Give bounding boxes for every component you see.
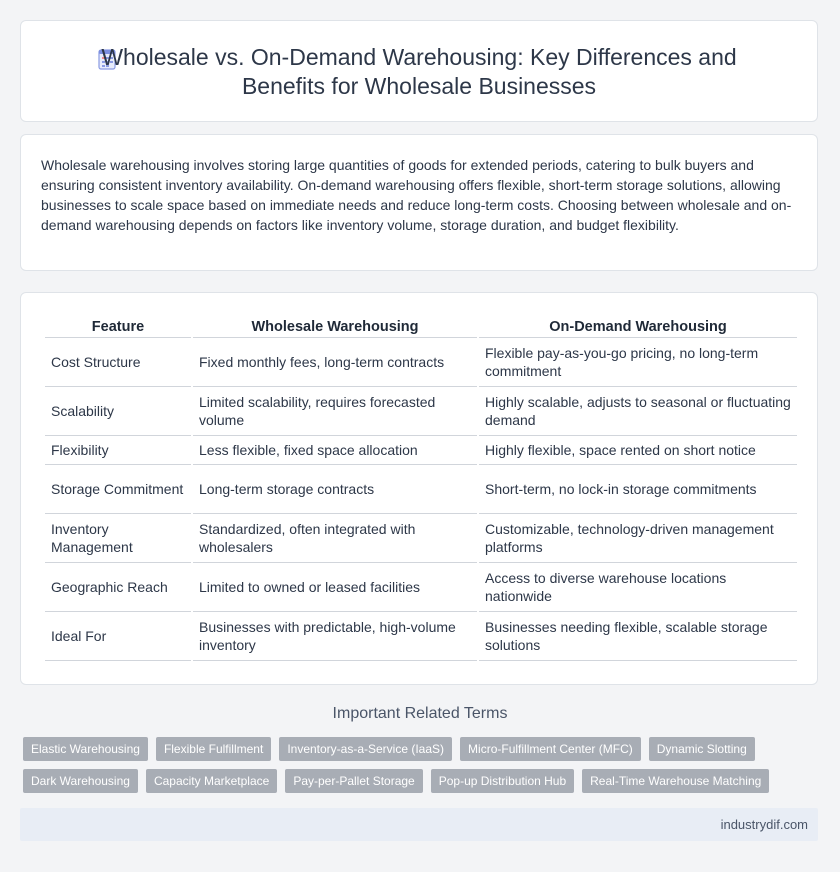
related-term-tag[interactable]: Pay-per-Pallet Storage: [285, 769, 422, 793]
footer: [20, 808, 818, 841]
feature-cell: Storage Commitment: [45, 465, 191, 514]
feature-cell: Cost Structure: [45, 338, 191, 387]
feature-cell: Inventory Management: [45, 514, 191, 563]
title-card: [20, 20, 818, 122]
intro-paragraph: Wholesale warehousing involves storing large quantities of goods for extended periods, catering to bulk buyers and ensuring consistent inventory availability. On-demand warehousing offers flexible, short-term storage solutions, allowing businesses to scale space based on immediate needs and reduce long-term costs. Choosing between wholesale and on-demand warehousing depends on factors like inventory volume, storage duration, and budget flexibility.: [41, 157, 792, 233]
on-demand-cell: Highly flexible, space rented on short notice: [479, 436, 797, 465]
intro-card: [20, 134, 818, 271]
related-terms-heading: Important Related Terms: [332, 705, 508, 722]
related-term-tag[interactable]: Elastic Warehousing: [23, 737, 148, 761]
related-term-tag[interactable]: Flexible Fulfillment: [156, 737, 271, 761]
table-row: [45, 612, 797, 661]
related-term-tag[interactable]: Inventory-as-a-Service (IaaS): [279, 737, 452, 761]
table-header-row: [45, 317, 797, 338]
page-title: Wholesale vs. On-Demand Warehousing: Key Differences and Benefits for Wholesale Businesses: [101, 44, 737, 99]
related-term-tag[interactable]: Real-Time Warehouse Matching: [582, 769, 769, 793]
wholesale-cell: Fixed monthly fees, long-term contracts: [193, 338, 477, 387]
feature-cell: Flexibility: [45, 436, 191, 465]
related-term-tag[interactable]: Pop-up Distribution Hub: [431, 769, 574, 793]
related-term-tag[interactable]: Micro-Fulfillment Center (MFC): [460, 737, 641, 761]
column-header-feature: Feature: [45, 317, 191, 338]
wholesale-cell: Less flexible, fixed space allocation: [193, 436, 477, 465]
on-demand-cell: Access to diverse warehouse locations nationwide: [479, 563, 797, 612]
comparison-card: [20, 292, 818, 685]
related-term-tag[interactable]: Capacity Marketplace: [146, 769, 277, 793]
related-term-tag[interactable]: Dynamic Slotting: [649, 737, 755, 761]
table-row: [45, 563, 797, 612]
wholesale-cell: Long-term storage contracts: [193, 465, 477, 514]
feature-cell: Geographic Reach: [45, 563, 191, 612]
wholesale-cell: Businesses with predictable, high-volume inventory: [193, 612, 477, 661]
on-demand-cell: Customizable, technology-driven management platforms: [479, 514, 797, 563]
related-term-tag[interactable]: Dark Warehousing: [23, 769, 138, 793]
comparison-table: [43, 317, 799, 661]
feature-cell: Ideal For: [45, 612, 191, 661]
table-row: [45, 387, 797, 436]
table-row: [45, 436, 797, 465]
on-demand-cell: Short-term, no lock-in storage commitments: [479, 465, 797, 514]
column-header-on-demand: On-Demand Warehousing: [479, 317, 797, 338]
table-row: [45, 338, 797, 387]
table-row: [45, 514, 797, 563]
related-terms-list: [23, 737, 783, 793]
on-demand-cell: Flexible pay-as-you-go pricing, no long-term commitment: [479, 338, 797, 387]
wholesale-cell: Limited scalability, requires forecasted volume: [193, 387, 477, 436]
on-demand-cell: Businesses needing flexible, scalable storage solutions: [479, 612, 797, 661]
wholesale-cell: Limited to owned or leased facilities: [193, 563, 477, 612]
feature-cell: Scalability: [45, 387, 191, 436]
table-row: [45, 465, 797, 514]
column-header-wholesale: Wholesale Warehousing: [193, 317, 477, 338]
wholesale-cell: Standardized, often integrated with wholesalers: [193, 514, 477, 563]
footer-site-name[interactable]: industrydif.com: [720, 817, 808, 832]
on-demand-cell: Highly scalable, adjusts to seasonal or fluctuating demand: [479, 387, 797, 436]
